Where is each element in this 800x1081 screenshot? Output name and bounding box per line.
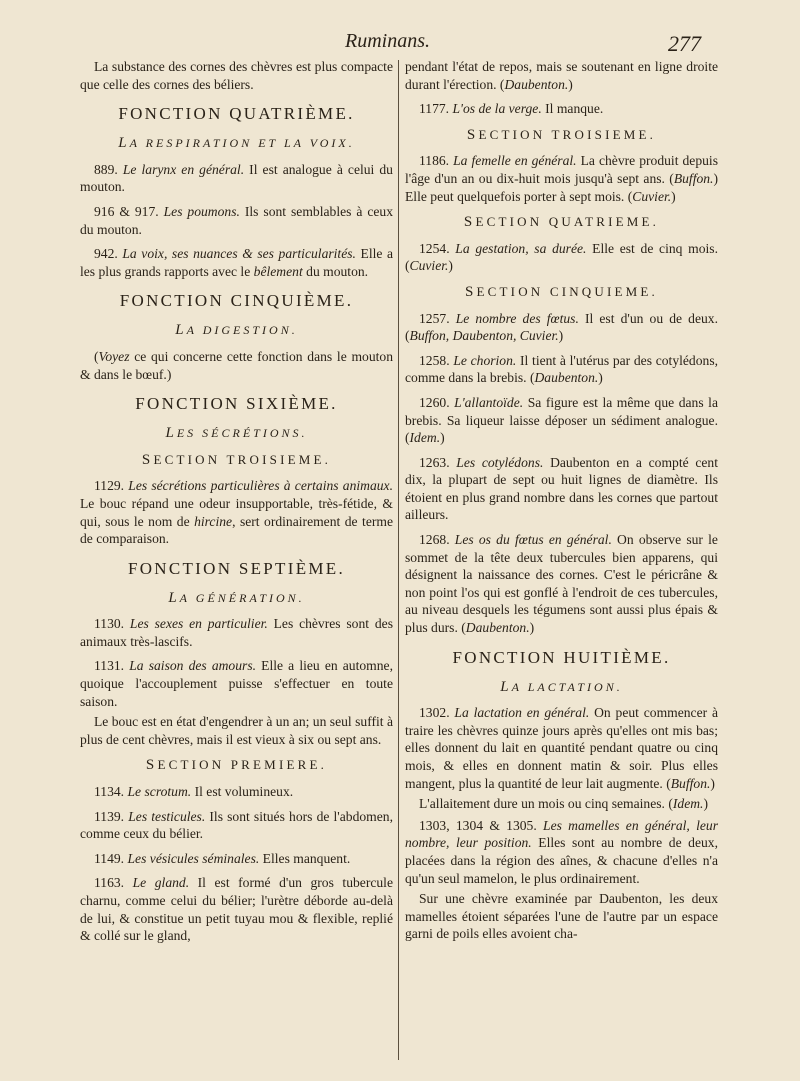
- entry-text: Il est formé d'un gros tubercule charnu, comme celui du bélier; l'urètre déborde au-delà de lui, & constitue un petit tuyau mou & flexible, replié & collé sur le gland,: [80, 875, 393, 944]
- entry-title: La femelle en général.: [453, 153, 577, 169]
- entry-number: 1268.: [419, 532, 450, 548]
- function-heading: FONCTION SIXIÈME.: [135, 394, 338, 414]
- topic-heading: LA GÉNÉRATION.: [168, 589, 305, 606]
- entry-1257: [405, 310, 718, 345]
- entry-number: 1303, 1304 & 1305.: [419, 817, 537, 833]
- entry-text: Ils sont situés hors de l'abdomen, comme ceux du bélier.: [80, 808, 393, 842]
- entry-text: Le bouc répand une odeur insupportable, très-fétide, & qui, sous le nom de: [80, 495, 393, 529]
- entry-title: Le nombre des fœtus.: [455, 310, 579, 326]
- entry-title: Le chorion.: [453, 352, 517, 368]
- entry-1177: [405, 100, 718, 118]
- entry-number: 1254.: [419, 240, 450, 256]
- entry-1258: [405, 352, 718, 387]
- entry-number: 942.: [94, 246, 118, 262]
- entry-text: ce qui concerne cette fonction dans le mouton & dans le bœuf.): [80, 348, 394, 382]
- entry-title: La gestation, sa durée.: [455, 240, 587, 256]
- entry-1130: [80, 615, 393, 650]
- entry-text: pendant l'état de repos, mais se soutenant en ligne droite durant l'érection. (: [405, 59, 718, 92]
- entry-term: hircine: [194, 513, 233, 529]
- function-heading: FONCTION HUITIÈME.: [452, 647, 671, 667]
- entry-text: Il manque.: [545, 101, 604, 117]
- entry-text: Les chèvres sont des animaux très-lascifs.: [80, 616, 393, 649]
- entry-number: 1134.: [94, 784, 125, 800]
- entry-text: Il est d'un ou de deux. (: [405, 310, 718, 344]
- entry-number: 1129.: [94, 478, 125, 494]
- section-heading: SECTION PREMIERE.: [145, 757, 328, 774]
- reference: Buffon.: [670, 775, 711, 791]
- entry-term: bêlement: [253, 263, 303, 279]
- entry-text: Il tient à l'utérus par des cotylédons, comme dans la brebis. (: [405, 352, 719, 386]
- reference: Idem.: [672, 796, 704, 812]
- entry-number: 1257.: [419, 310, 450, 326]
- reference: Daubenton.: [534, 370, 599, 386]
- function-heading: FONCTION CINQUIÈME.: [119, 291, 354, 311]
- reference: Buffon.: [673, 170, 714, 186]
- left-column: [80, 58, 393, 952]
- entry-text: Sa figure est la même que dans la brebis. Sa liqueur laisse déposer un sédiment analogue. (: [405, 394, 718, 446]
- entry-1134: [80, 783, 393, 801]
- entry-title: L'allantoïde.: [454, 394, 524, 410]
- section-heading: SECTION TROISIEME.: [141, 451, 332, 468]
- paren: (: [94, 348, 99, 364]
- entry-1131: [80, 657, 393, 710]
- entry-1268: [405, 531, 718, 637]
- reference: Daubenton.: [465, 620, 530, 636]
- entry-1139: [80, 808, 393, 843]
- topic-heading: LA LACTATION.: [500, 678, 623, 695]
- entry-text: Daubenton en a compté cent dix, la plupart de sept ou huit lignes de diamètre. Ils étoient en plus grand nombre dans les cornes que partout ailleurs.: [405, 454, 718, 523]
- entry-title: Les mamelles en général, leur nombre, leur position.: [405, 817, 718, 851]
- entry-text: , sert ordinairement de terme de comparaison.: [80, 513, 393, 547]
- entry-title: La lactation en général.: [454, 705, 590, 721]
- paragraph: La substance des cornes des chèvres est plus compacte que celle des cornes des béliers.: [80, 59, 393, 92]
- topic-heading: LA RESPIRATION ET LA VOIX.: [118, 135, 355, 152]
- entry-1260: [405, 394, 718, 447]
- entry-text: ) Elle peut quelquefois porter à sept mois. (: [405, 170, 718, 204]
- entry-text: On peut commencer à traire les chèvres quinze jours après qu'elles ont mis bas; elles donnent du lait en quantité pendant quatre ou cinq mois, & elles en donnent matin & soir. Plus elles mangent, plus la quantité de leur lait augmente. (: [405, 705, 718, 791]
- entry-number: 1139.: [94, 808, 125, 824]
- entry-number: 1131.: [94, 658, 125, 674]
- reference: Daubenton.: [504, 76, 569, 92]
- paren: ): [703, 796, 708, 812]
- section-heading: SECTION TROISIEME.: [466, 126, 657, 143]
- entry-number: 916 & 917.: [94, 203, 159, 219]
- entry-text: Elle a lieu en automne, quoique l'accouplement puisse s'effectuer en toute saison.: [80, 658, 393, 709]
- column-divider: [398, 60, 399, 1060]
- entry-text: Il est analogue à celui du mouton.: [80, 161, 393, 195]
- entry-text: Elle est de cinq mois. (: [405, 240, 718, 274]
- entry-title: Les vésicules séminales.: [127, 850, 260, 866]
- entry-text: Il est volumineux.: [194, 784, 294, 800]
- right-column: [405, 58, 718, 947]
- entry-number: 1263.: [419, 454, 450, 470]
- entry-title: Le larynx en général.: [122, 161, 245, 177]
- entry-1149: [80, 850, 393, 868]
- entry-title: Les poumons.: [163, 203, 240, 219]
- entry-1263: [405, 454, 718, 524]
- function-heading: FONCTION QUATRIÈME.: [118, 104, 355, 124]
- topic-heading: LES SÉCRÉTIONS.: [165, 425, 308, 442]
- entry-number: 1177.: [419, 101, 450, 117]
- running-title: Ruminans.: [345, 30, 430, 52]
- reference: Idem.: [409, 430, 441, 446]
- paren: ): [440, 430, 445, 446]
- entry-text: Elle a les plus grands rapports avec le: [80, 246, 394, 279]
- topic-heading: LA DIGESTION.: [175, 322, 298, 339]
- paren: ): [568, 76, 573, 92]
- entry-number: 889.: [94, 161, 118, 177]
- paren: ): [558, 328, 564, 344]
- entry-number: 1163.: [94, 875, 125, 891]
- entry-1129: [80, 477, 393, 547]
- entry-title: Les os du fœtus en général.: [454, 532, 612, 548]
- entry-1254: [405, 240, 718, 275]
- continued-paragraph: [405, 58, 718, 93]
- entry-number: 1149.: [94, 850, 125, 866]
- entry-1302: [405, 704, 718, 792]
- entry-text: du mouton.: [306, 263, 369, 279]
- entry-title: Les cotylédons.: [456, 454, 544, 470]
- entry-text: Elles sont au nombre de deux, placées dans la région des aînes, & chacune d'elles n'a qu'un seul mamelon, le plus ordinairement.: [405, 835, 718, 886]
- entry-text: L'allaitement dure un mois ou cinq semaines. (: [419, 796, 673, 812]
- reference: Cuvier.: [632, 188, 672, 204]
- paragraph: Le bouc est en état d'engendrer à un an; un seul suffit à plus de cent chèvres, mais il est vieux à six ou sept ans.: [80, 714, 393, 747]
- paragraph: [405, 795, 718, 813]
- entry-916: [80, 203, 393, 238]
- entry-889: [80, 161, 393, 196]
- entry-text: On observe sur le sommet de la tête deux tubercules bien apparens, qui désignent la naissance des cornes. C'est le péricrâne & non point l'os qui est gonflé à l'endroit de ces tubercules, au niveau desquels les tégumens sont aussi plus épais & plus durs. (: [405, 532, 718, 636]
- paren: ): [598, 370, 603, 386]
- entry-title: La saison des amours.: [129, 658, 257, 674]
- entry-number: 1260.: [419, 394, 450, 410]
- voyez-term: Voyez: [98, 348, 130, 364]
- entry-number: 1186.: [419, 153, 450, 169]
- entry-1163: [80, 874, 393, 944]
- paragraph: Sur une chèvre examinée par Daubenton, les deux mamelles étoient séparées l'une de l'autre par un espace garni de poils elles avoient cha-: [405, 891, 718, 942]
- entry-title: Les sexes en particulier.: [129, 616, 268, 632]
- paren: ): [448, 258, 453, 274]
- function-heading: FONCTION SEPTIÈME.: [127, 558, 346, 578]
- paren: ): [710, 775, 715, 791]
- entry-1303: [405, 817, 718, 887]
- entry-title: La voix, ses nuances & ses particularités.: [122, 246, 356, 262]
- paren: ): [671, 188, 676, 204]
- entry-title: Les testicules.: [128, 808, 206, 824]
- entry-text: Ils sont semblables à ceux du mouton.: [80, 203, 393, 237]
- entry-text: La chèvre produit depuis l'âge d'un an ou dix-huit mois jusqu'à sept ans. (: [405, 153, 718, 186]
- entry-number: 1302.: [419, 705, 450, 721]
- entry-title: Le scrotum.: [127, 784, 192, 800]
- section-heading: SECTION QUATRIEME.: [463, 214, 660, 231]
- entry-942: [80, 245, 393, 280]
- entry-text: Elles manquent.: [262, 850, 351, 866]
- section-heading: SECTION CINQUIEME.: [464, 283, 659, 300]
- reference: Buffon, Daubenton, Cuvier.: [409, 328, 559, 344]
- cross-reference: [80, 348, 393, 383]
- entry-title: Le gland.: [132, 875, 190, 891]
- entry-number: 1258.: [419, 352, 450, 368]
- running-head: [0, 24, 800, 54]
- entry-title: Les sécrétions particulières à certains animaux.: [128, 478, 393, 494]
- page-number: 277: [668, 31, 701, 56]
- entry-number: 1130.: [94, 616, 125, 632]
- paren: ): [529, 620, 535, 636]
- reference: Cuvier.: [409, 258, 449, 274]
- entry-1186: [405, 152, 718, 205]
- entry-title: L'os de la verge.: [452, 101, 542, 117]
